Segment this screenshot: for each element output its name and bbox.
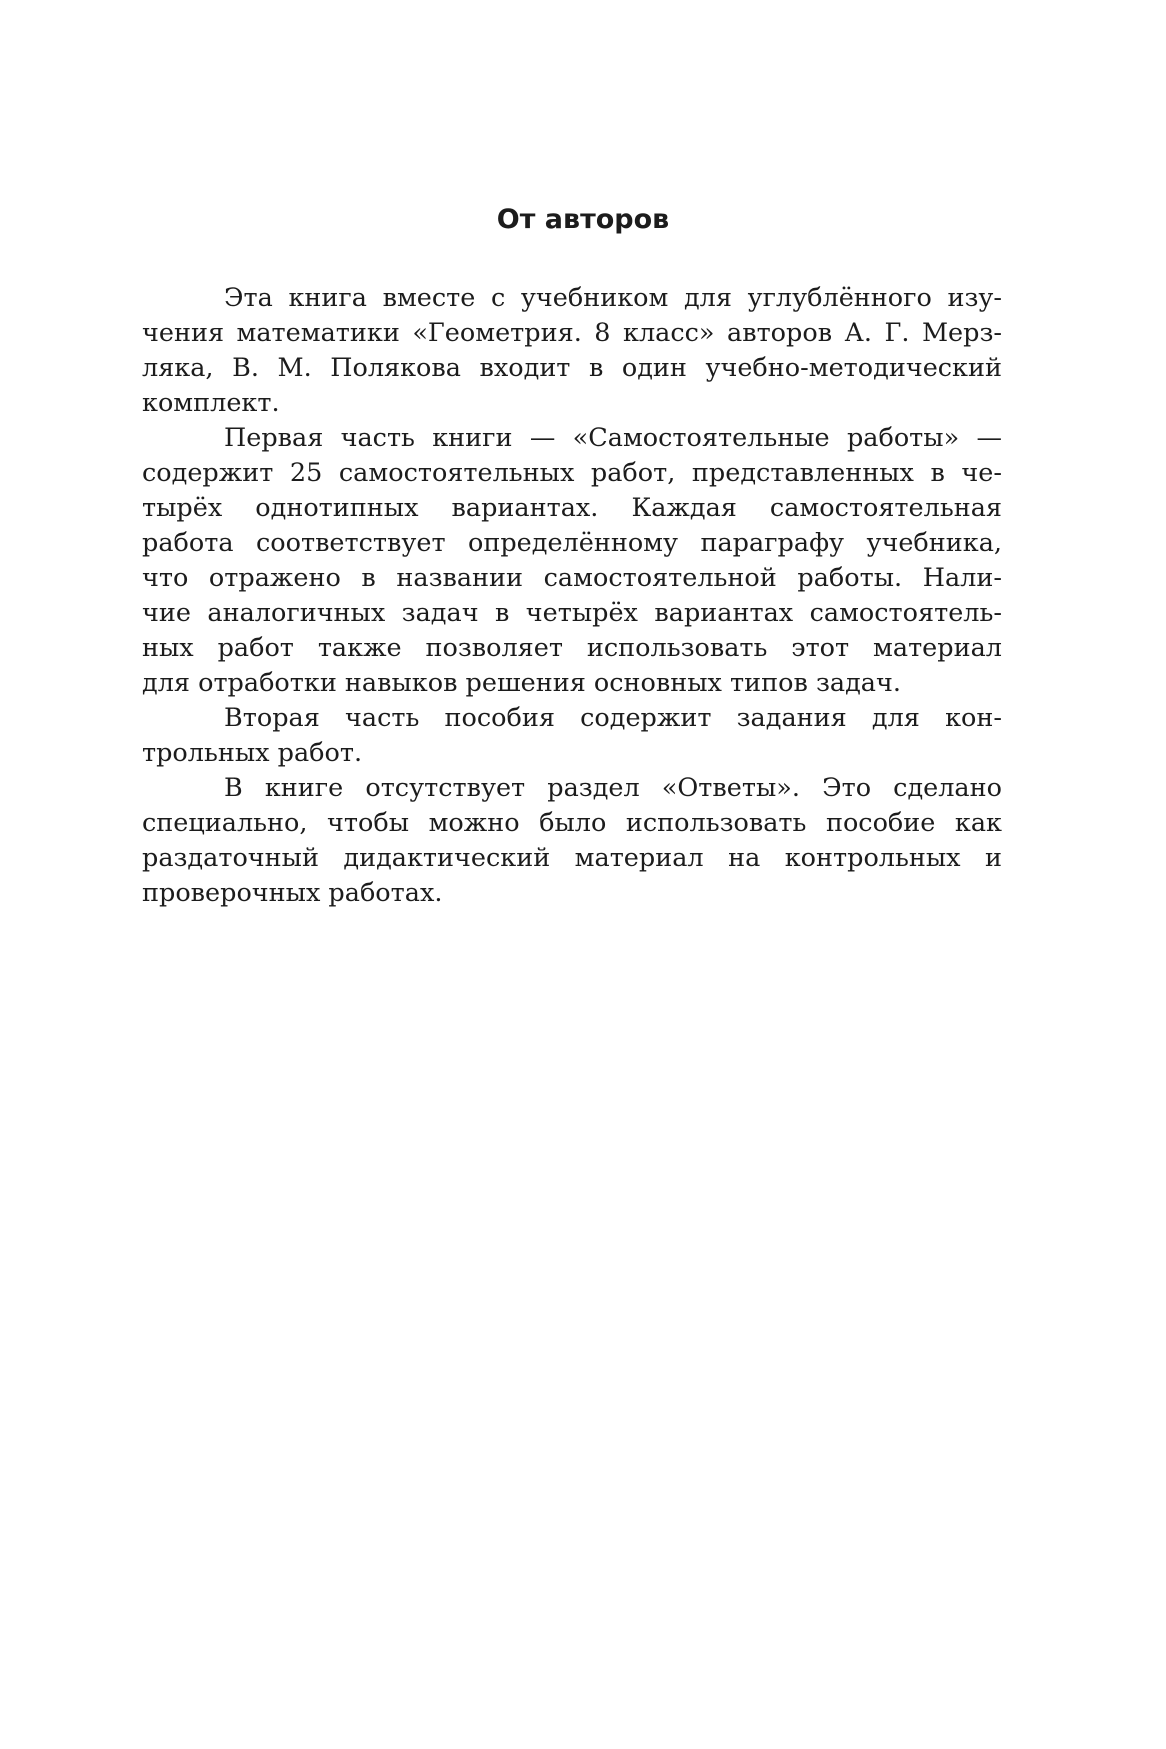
text-line: для отработки навыков решения основных типов задач. xyxy=(142,668,901,698)
text-line: содержит 25 самостоятельных работ, представленных в че- xyxy=(142,458,1002,488)
text-line: раздаточный дидактический материал на контрольных и xyxy=(142,843,1002,873)
text-line: чие аналогичных задач в четырёх вариантах самостоятель- xyxy=(142,598,1002,628)
text-line: Первая часть книги — «Самостоятельные работы» — xyxy=(224,423,1002,453)
text-line: чения математики «Геометрия. 8 класс» авторов А. Г. Мерз- xyxy=(142,318,1002,348)
text-line: что отражено в названии самостоятельной работы. Нали- xyxy=(142,563,1002,593)
text-line: специально, чтобы можно было использовать пособие как xyxy=(142,808,1002,838)
body-text xyxy=(142,281,1002,911)
text-line: тырёх однотипных вариантах. Каждая самостоятельная xyxy=(142,493,1002,523)
text-line: Эта книга вместе с учебником для углублённого изу- xyxy=(224,283,1002,313)
text-line: трольных работ. xyxy=(142,738,363,768)
text-line: Вторая часть пособия содержит задания для кон- xyxy=(224,703,1002,733)
paragraph xyxy=(142,421,1002,701)
text-line: комплект. xyxy=(142,388,280,418)
page-title: От авторов xyxy=(496,204,670,235)
text-line: проверочных работах. xyxy=(142,878,443,908)
paragraph xyxy=(142,281,1002,421)
text-line: В книге отсутствует раздел «Ответы». Это сделано xyxy=(224,773,1002,803)
paragraph xyxy=(142,771,1002,911)
paragraph xyxy=(142,701,1002,771)
text-line: ных работ также позволяет использовать этот материал xyxy=(142,633,1002,663)
text-line: ляка, В. М. Полякова входит в один учебно-методический xyxy=(142,353,1002,383)
text-line: работа соответствует определённому параграфу учебника, xyxy=(142,528,1002,558)
